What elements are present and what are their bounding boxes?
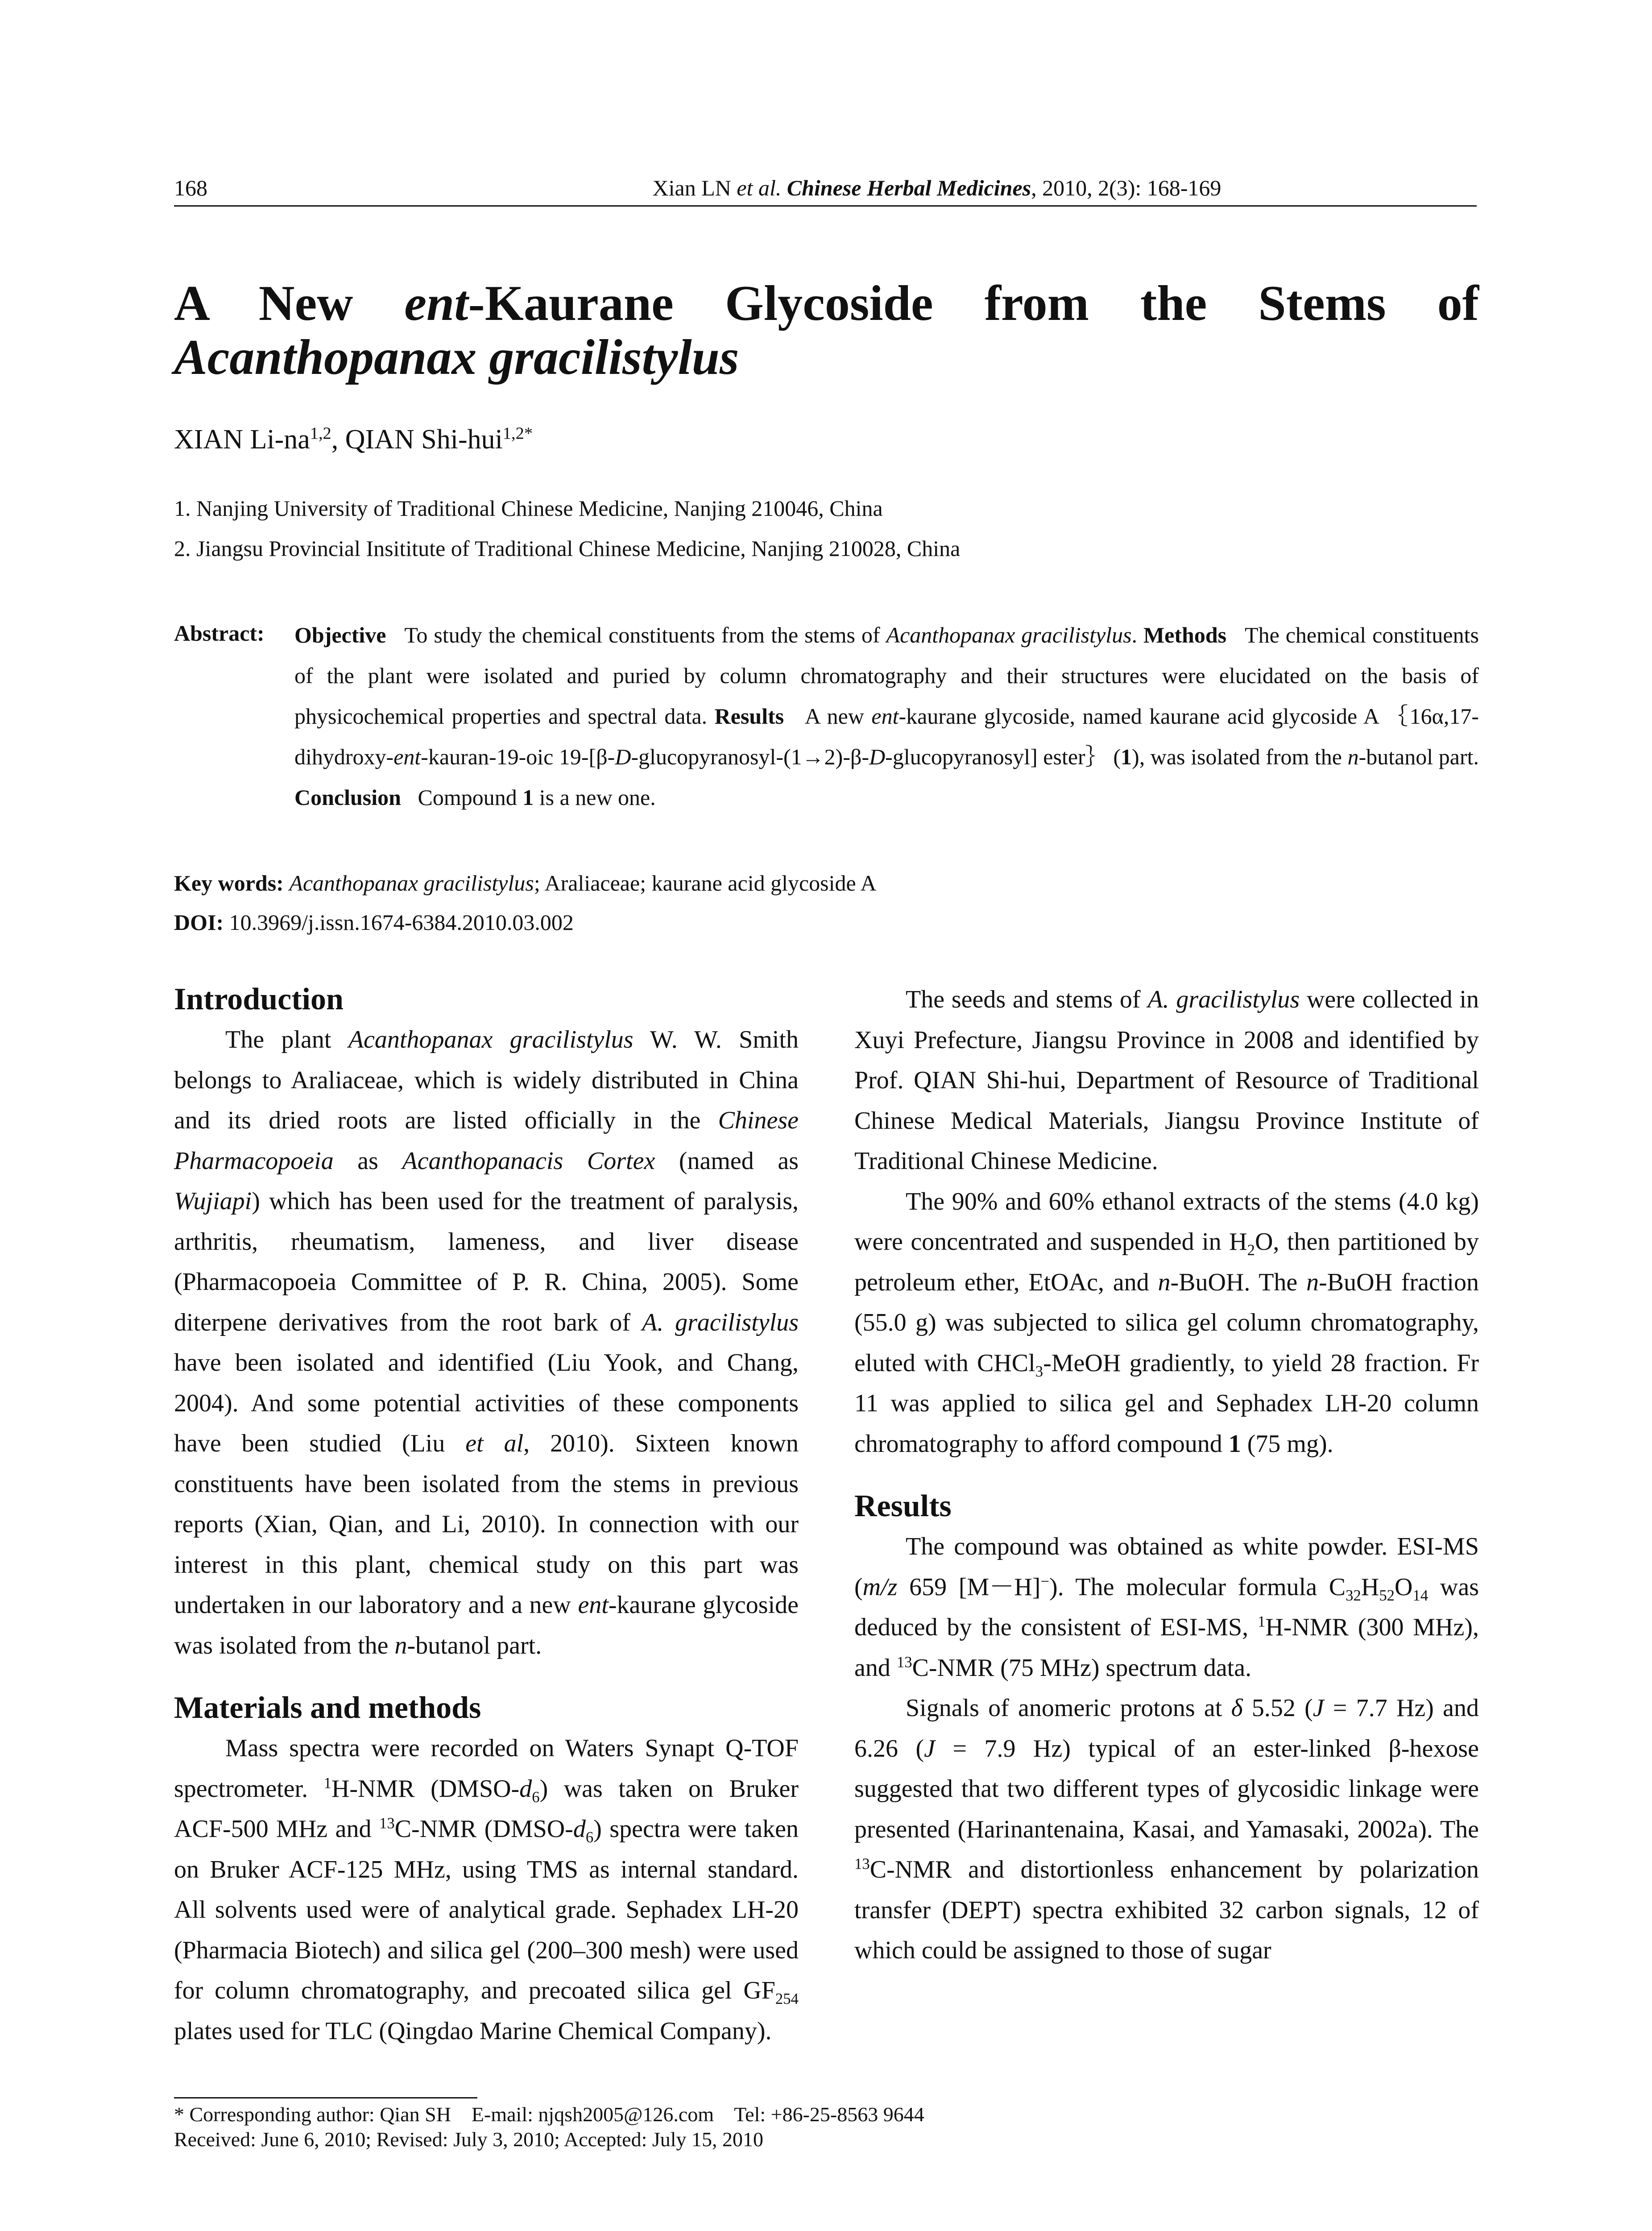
etal: et al bbox=[465, 1430, 524, 1457]
text: The 90% and 60% ethanol extracts of the stems (4.0 kg) were concentrated and suspended in H bbox=[854, 1187, 1479, 1256]
methods-paragraph bbox=[174, 1728, 799, 2051]
ent: ent bbox=[578, 1591, 609, 1619]
sup: 13 bbox=[896, 1653, 912, 1671]
delta: δ bbox=[1231, 1694, 1243, 1722]
sup: 1 bbox=[1257, 1613, 1266, 1630]
footnote-rule bbox=[174, 2097, 477, 2098]
text: ) was taken on Bruker ACF-500 MHz and bbox=[174, 1775, 799, 1843]
results-d: D bbox=[869, 744, 886, 769]
n: n bbox=[1158, 1268, 1171, 1296]
j: J bbox=[1312, 1694, 1324, 1722]
text: -kaurane glycoside was isolated from the bbox=[174, 1591, 799, 1659]
title-text: A New bbox=[174, 276, 405, 331]
text: were collected in Xuyi Prefecture, Jiangsu Province in 2008 and identified by Prof. QIAN Shi-hui, Department of Resource of Traditional Chinese Medical Materials, Jiangsu Province Institute of Traditional Chinese Medicine. bbox=[854, 986, 1479, 1175]
author-separator: , bbox=[331, 424, 345, 455]
results-ent: ent bbox=[871, 704, 899, 729]
header-rule bbox=[174, 205, 1477, 207]
cortex: Acanthopanacis Cortex bbox=[402, 1147, 655, 1175]
compound-number: 1 bbox=[522, 785, 534, 810]
abstract-body bbox=[294, 615, 1479, 818]
conclusion-text: is a new one. bbox=[534, 785, 656, 810]
left-column bbox=[174, 979, 799, 2051]
d: d bbox=[573, 1815, 586, 1843]
species: A. gracilistylus bbox=[1147, 986, 1300, 1013]
page-number: 168 bbox=[174, 175, 207, 200]
results-text: ), was isolated from the bbox=[1132, 744, 1348, 769]
text: (75 mg). bbox=[1241, 1430, 1333, 1458]
text: Signals of anomeric protons at bbox=[906, 1694, 1231, 1722]
header-etal: et al. bbox=[737, 175, 782, 200]
wujiapi: Wujiapi bbox=[174, 1187, 252, 1215]
received-dates-footnote: Received: June 6, 2010; Revised: July 3, 2010; Accepted: July 15, 2010 bbox=[174, 2128, 764, 2151]
objective-end: . bbox=[1131, 622, 1138, 647]
text: -BuOH fraction (55.0 g) was subjected to silica gel column chromatography, eluted with CHCl bbox=[854, 1268, 1479, 1377]
running-header bbox=[535, 175, 1338, 201]
sub: 14 bbox=[1412, 1586, 1428, 1604]
text: O bbox=[1395, 1573, 1413, 1601]
text: have been isolated and identified (Liu Yook, and Chang, 2004). And some potential activities of these components have been studied (Liu bbox=[174, 1349, 799, 1457]
compound-number: 1 bbox=[1121, 744, 1132, 769]
section-heading-results: Results bbox=[854, 1489, 952, 1523]
text: H-NMR (DMSO- bbox=[331, 1775, 520, 1803]
author-list bbox=[174, 424, 533, 456]
text: = 7.7 Hz) and 6.26 ( bbox=[854, 1694, 1479, 1762]
text: C-NMR (75 MHz) spectrum data. bbox=[912, 1654, 1252, 1682]
results-text: -glucopyranosyl-(1→2)-β- bbox=[631, 744, 869, 769]
results-d: D bbox=[615, 744, 631, 769]
text: The compound was obtained as white powder. ESI-MS ( bbox=[854, 1533, 1479, 1601]
methods-paragraph-3 bbox=[854, 1182, 1479, 1464]
sub: 2 bbox=[1247, 1241, 1255, 1259]
text: ) spectra were taken on Bruker ACF-125 MHz, using TMS as internal standard. All solvents used were of analytical grade. Sephadex LH-20 (Pharmacia Biotech) and silica gel (200–300 mesh) were used for column chromatography, and precoated silica gel GF bbox=[174, 1815, 799, 2004]
affiliation-2: 2. Jiangsu Provincial Insititute of Traditional Chinese Medicine, Nanjing 210028, China bbox=[174, 536, 961, 561]
results-text: -butanol part. bbox=[1358, 744, 1479, 769]
text: (named as bbox=[655, 1147, 799, 1175]
pharmacopoeia: Chinese Pharmacopoeia bbox=[174, 1107, 799, 1175]
author-1: XIAN Li-na bbox=[174, 424, 310, 455]
sup: − bbox=[1040, 1572, 1050, 1590]
keywords-rest: ; Araliaceae; kaurane acid glycoside A bbox=[534, 871, 877, 896]
conclusion-text: Compound bbox=[418, 785, 523, 810]
abstract-label: Abstract: bbox=[174, 621, 265, 646]
text: 659 [M－H] bbox=[897, 1573, 1041, 1601]
results-n: n bbox=[1347, 744, 1359, 769]
affiliation-1: 1. Nanjing University of Traditional Chinese Medicine, Nanjing 210046, China bbox=[174, 496, 883, 521]
title-text: -Kaurane Glycoside from the Stems of bbox=[468, 276, 1479, 331]
author-2-affil: 1,2* bbox=[502, 424, 533, 443]
header-journal: Chinese Herbal Medicines bbox=[787, 175, 1031, 200]
results-text: -glucopyranosyl] ester｝ ( bbox=[885, 744, 1121, 769]
methods-label: Methods bbox=[1143, 622, 1227, 647]
j: J bbox=[924, 1734, 935, 1762]
compound-number: 1 bbox=[1228, 1430, 1241, 1458]
text: H bbox=[1361, 1573, 1379, 1601]
text: H-NMR (300 MHz), and bbox=[854, 1613, 1479, 1682]
header-citation: , 2010, 2(3): 168-169 bbox=[1031, 175, 1221, 200]
sub: 32 bbox=[1346, 1586, 1361, 1604]
text: ). The molecular formula C bbox=[1049, 1573, 1346, 1601]
sub: 52 bbox=[1379, 1586, 1395, 1604]
n: n bbox=[394, 1631, 407, 1659]
text: W. W. Smith belongs to Araliaceae, which is widely distributed in China and its dried roots are listed officially in the bbox=[174, 1026, 799, 1134]
sup: 1 bbox=[323, 1774, 331, 1791]
doi-label: DOI: bbox=[174, 910, 224, 935]
author-2: QIAN Shi-hui bbox=[345, 424, 503, 455]
d: d bbox=[519, 1775, 532, 1803]
text: O, then partitioned by petroleum ether, EtOAc, and bbox=[854, 1228, 1479, 1296]
conclusion-label: Conclusion bbox=[294, 785, 401, 810]
introduction-paragraph bbox=[174, 1020, 799, 1666]
objective-species: Acanthopanax gracilistylus bbox=[886, 622, 1132, 647]
methods-paragraph-2 bbox=[854, 979, 1479, 1182]
text: 5.52 ( bbox=[1242, 1694, 1313, 1722]
sub: 6 bbox=[585, 1829, 594, 1846]
species: Acanthopanax gracilistylus bbox=[348, 1026, 633, 1053]
text: The plant bbox=[225, 1026, 348, 1053]
text: , 2010). Sixteen known constituents have been isolated from the stems in previous reports (Xian, Qian, and Li, 2010). In connection with our interest in this plant, chemical study on this part was undertaken in our laboratory and a new bbox=[174, 1430, 799, 1619]
text: was deduced by the consistent of ESI-MS, bbox=[854, 1573, 1479, 1641]
mz: m/z bbox=[862, 1573, 898, 1601]
objective-text: To study the chemical constituents from the stems of bbox=[404, 622, 886, 647]
keywords bbox=[174, 870, 877, 896]
keywords-species: Acanthopanax gracilistylus bbox=[289, 871, 534, 896]
objective-label: Objective bbox=[294, 622, 386, 647]
text: as bbox=[333, 1147, 402, 1175]
author-1-affil: 1,2 bbox=[310, 424, 331, 443]
text: -MeOH gradiently, to yield 28 fraction. Fr 11 was applied to silica gel and Sephadex LH-20 column chromatography to afford compound bbox=[854, 1349, 1479, 1458]
sup: 13 bbox=[379, 1814, 395, 1832]
results-ent: ent bbox=[393, 744, 421, 769]
title-species: Acanthopanax gracilistylus bbox=[174, 329, 739, 385]
sub: 6 bbox=[532, 1788, 540, 1806]
text: The seeds and stems of bbox=[906, 986, 1148, 1013]
results-text: -kauran-19-oic 19-[β- bbox=[421, 744, 615, 769]
header-authors: Xian LN bbox=[652, 175, 731, 200]
methods-text: The chemical constituents of the plant were isolated and puried by column chromatography and their structures were elucidated on the basis of physicochemical properties and spectral data. bbox=[294, 622, 1479, 729]
text: -butanol part. bbox=[407, 1631, 542, 1659]
text: C-NMR and distortionless enhancement by polarization transfer (DEPT) spectra exhibited 32 carbon signals, 12 of which could be assigned to those of sugar bbox=[854, 1856, 1479, 1964]
sup: 13 bbox=[854, 1855, 870, 1873]
right-column bbox=[854, 979, 1479, 1971]
results-text: A new bbox=[804, 704, 872, 729]
paper-title bbox=[174, 277, 1479, 385]
doi-value: 10.3969/j.issn.1674-6384.2010.03.002 bbox=[229, 910, 574, 935]
text: = 7.9 Hz) typical of an ester-linked β-hexose suggested that two different types of glycosidic linkage were presented (Harinantenaina, Kasai, and Yamasaki, 2002a). The bbox=[854, 1734, 1479, 1843]
sub: 254 bbox=[775, 1990, 799, 2008]
keywords-label: Key words: bbox=[174, 871, 284, 896]
text: ) which has been used for the treatment of paralysis, arthritis, rheumatism, lameness, and liver disease (Pharmacopoeia Committee of P. R. China, 2005). Some diterpene derivatives from the root bark of bbox=[174, 1187, 799, 1336]
doi bbox=[174, 909, 574, 935]
sub: 3 bbox=[1035, 1362, 1043, 1380]
text: plates used for TLC (Qingdao Marine Chemical Company). bbox=[174, 2017, 772, 2045]
results-paragraph-2 bbox=[854, 1688, 1479, 1971]
n: n bbox=[1306, 1268, 1319, 1296]
corresponding-author-footnote: * Corresponding author: Qian SH E-mail: njqsh2005@126.com Tel: +86-25-8563 9644 bbox=[174, 2103, 924, 2126]
title-ent: ent bbox=[404, 276, 468, 331]
section-heading-introduction: Introduction bbox=[174, 982, 344, 1016]
text: C-NMR (DMSO- bbox=[394, 1815, 573, 1843]
results-paragraph-1 bbox=[854, 1526, 1479, 1688]
text: -BuOH. The bbox=[1170, 1268, 1307, 1296]
results-label: Results bbox=[714, 704, 784, 729]
results-text: -kaurane glycoside, named kaurane acid glycoside A ｛16α,17-dihydroxy- bbox=[294, 704, 1479, 769]
section-heading-methods: Materials and methods bbox=[174, 1691, 481, 1725]
text: Mass spectra were recorded on Waters Synapt Q-TOF spectrometer. bbox=[174, 1734, 799, 1803]
species: A. gracilistylus bbox=[642, 1308, 799, 1336]
